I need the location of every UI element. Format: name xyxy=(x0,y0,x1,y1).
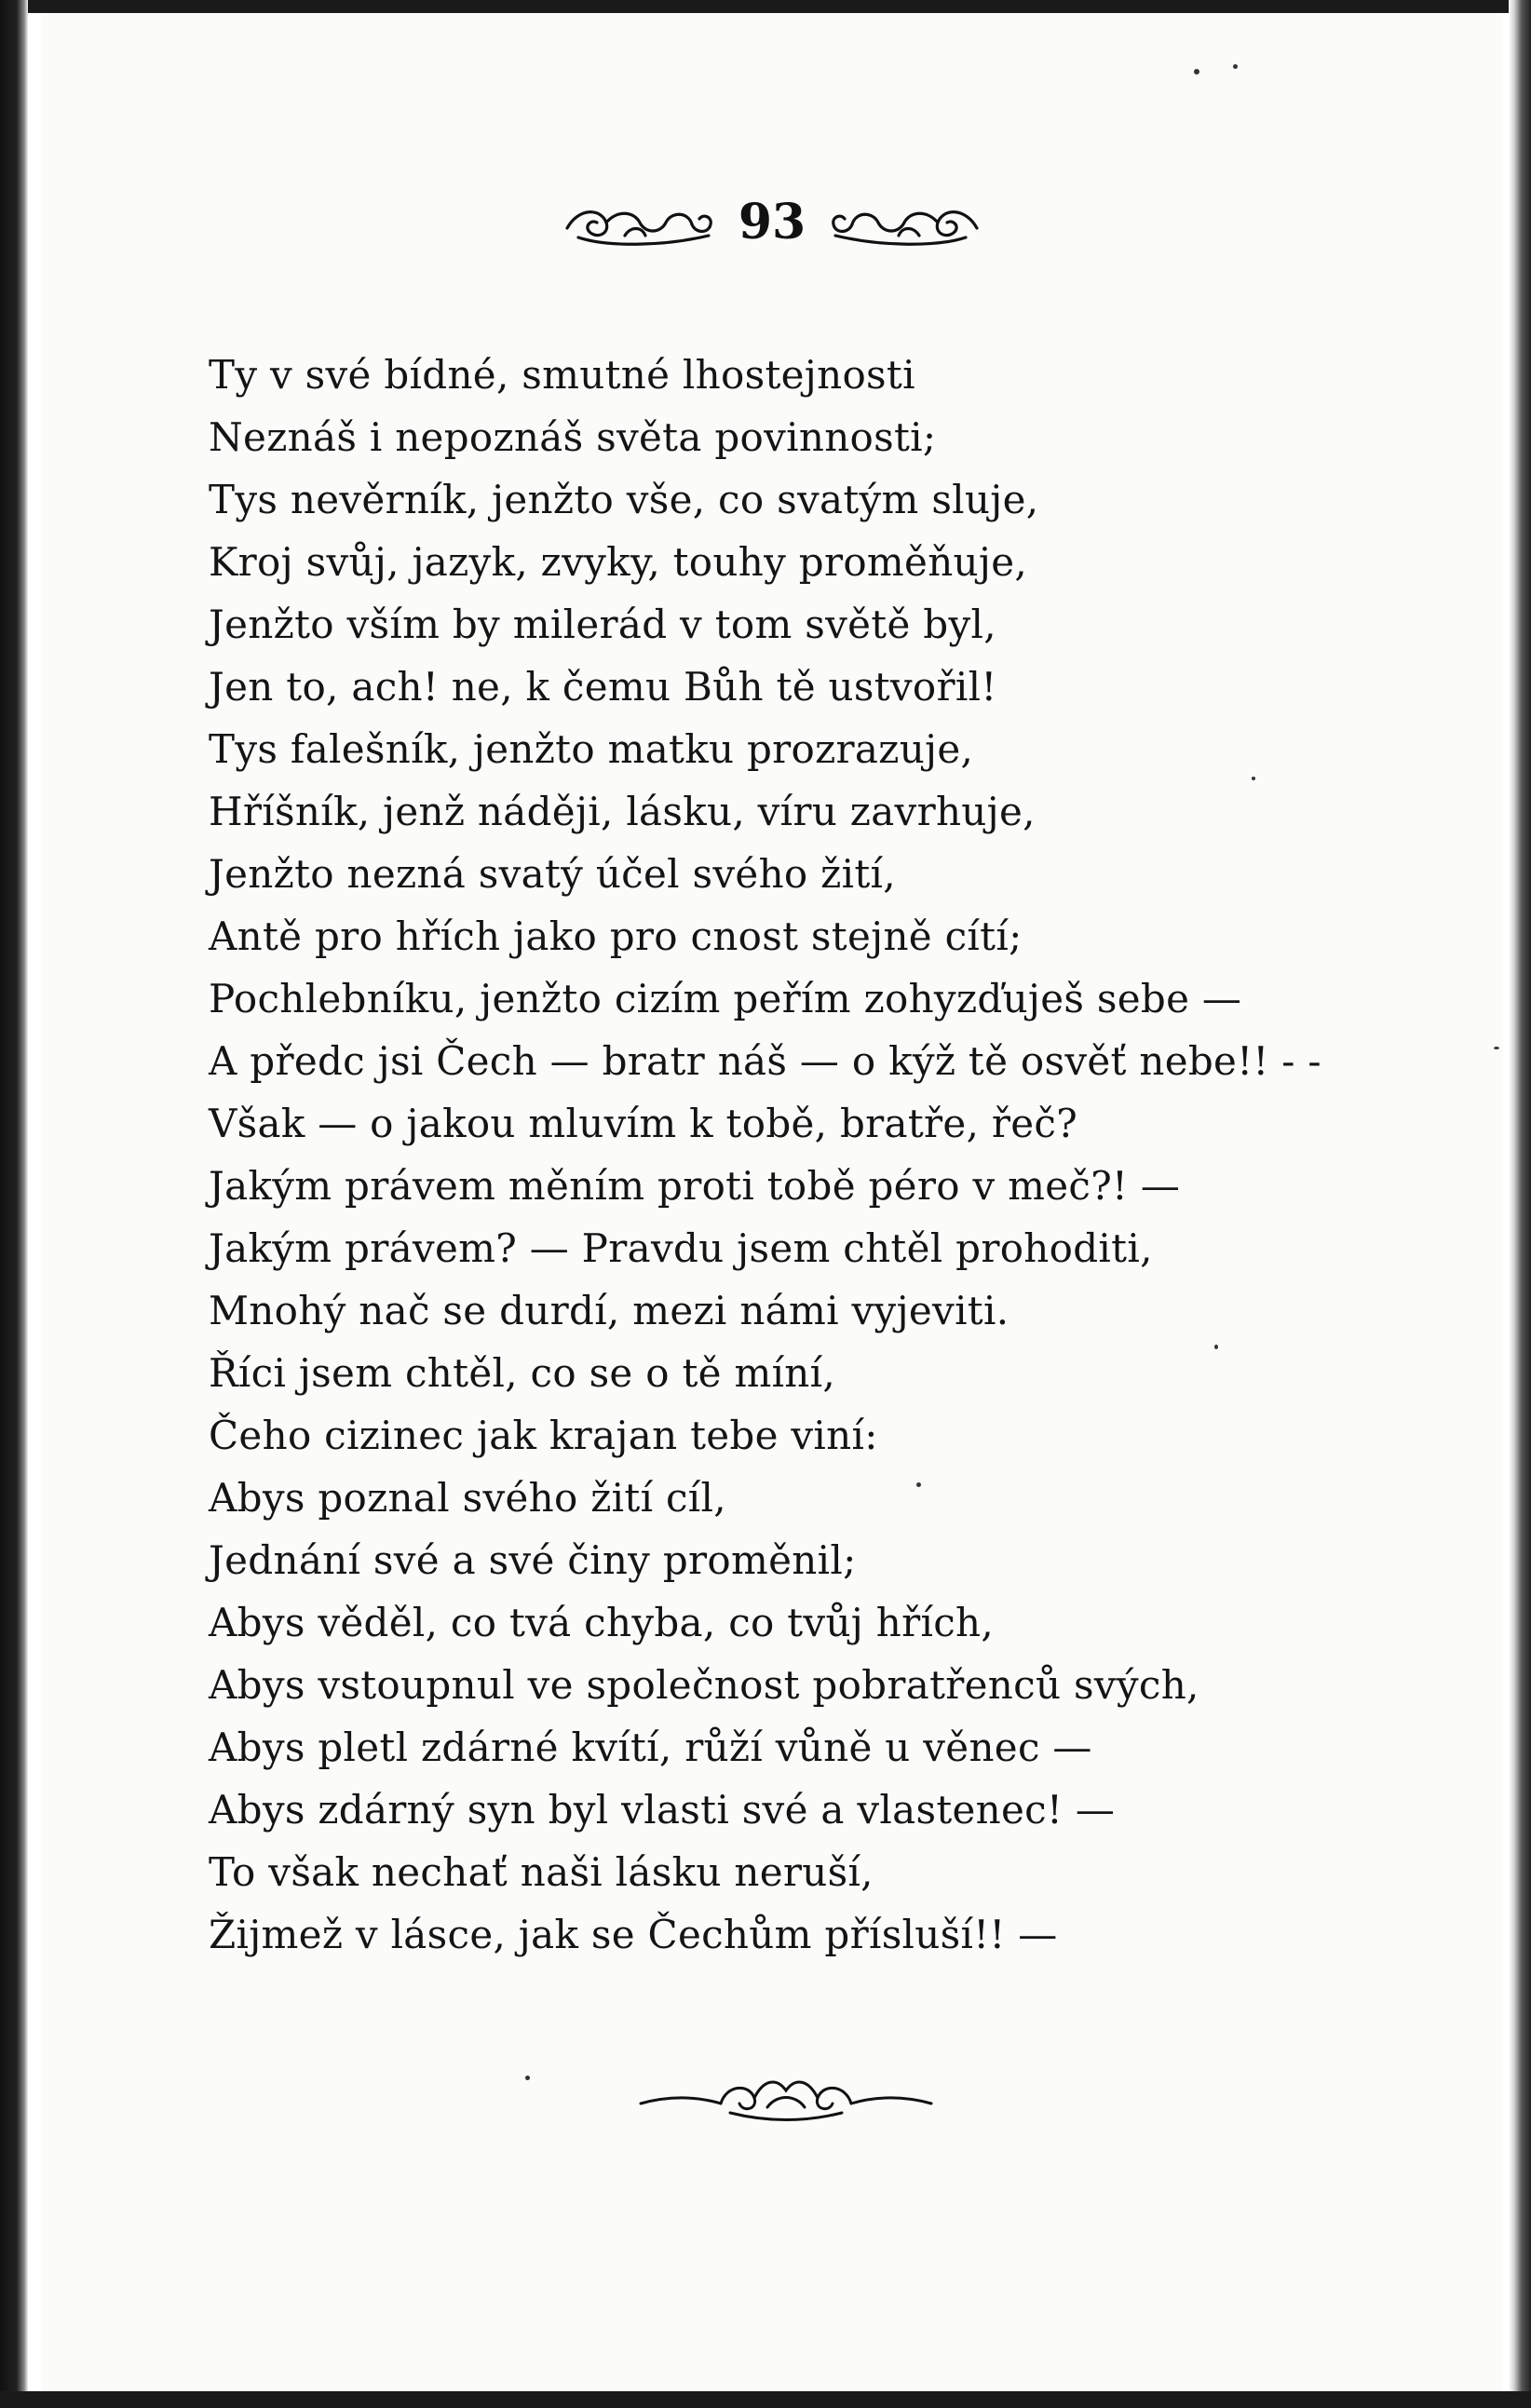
poem-line: Jenžto nezná svatý účel svého žití, xyxy=(209,851,896,897)
floral-scroll-right-icon xyxy=(826,195,984,250)
scan-speck xyxy=(525,2076,530,2080)
poem-line: Hříšník, jenž náději, lásku, víru zavrhuje, xyxy=(209,789,1036,834)
scan-speck xyxy=(1233,64,1238,69)
scan-border-bottom xyxy=(0,2391,1531,2408)
poem-line: Abys poznal svého žití cíl, xyxy=(209,1475,726,1521)
poem-line: Žijmež v lásce, jak se Čechům přísluší!! — xyxy=(209,1912,1058,1957)
poem-line: Jen to, ach! ne, k čemu Bůh tě ustvořil! xyxy=(209,664,997,710)
poem-line: Říci jsem chtěl, co se o tě míní, xyxy=(209,1350,836,1396)
scan-border-top xyxy=(0,0,1531,13)
poem-text xyxy=(209,344,1419,1966)
poem-line: Čeho cizinec jak krajan tebe viní: xyxy=(209,1413,878,1458)
poem-line: Jenžto vším by milerád v tom světě byl, xyxy=(209,602,996,647)
scan-speck xyxy=(1494,1047,1499,1049)
poem-line: A předc jsi Čech — bratr náš — o kýž tě osvěť nebe!! - - xyxy=(209,1038,1321,1084)
poem-line: Abys věděl, co tvá chyba, co tvůj hřích, xyxy=(209,1600,995,1645)
page-number: 93 xyxy=(738,194,806,250)
running-head xyxy=(41,181,1503,264)
poem-line: Antě pro hřích jako pro cnost stejně cítí; xyxy=(209,913,1023,959)
scan-speck xyxy=(916,1482,921,1487)
poem-line: Mnohý nač se durdí, mezi námi vyjeviti. xyxy=(209,1288,1009,1333)
poem-line: Ty v své bídné, smutné lhostejnosti xyxy=(209,352,915,398)
poem-line: Kroj svůj, jazyk, zvyky, touhy proměňuje, xyxy=(209,539,1028,585)
poem-line: To však nechať naši lásku neruší, xyxy=(209,1849,874,1895)
scan-border-right xyxy=(1509,0,1531,2408)
poem-line: Jakým právem měním proti tobě péro v meč?! — xyxy=(209,1163,1181,1209)
floral-tailpiece-icon xyxy=(637,2066,935,2136)
scan-speck xyxy=(1194,69,1199,74)
poem-line: Neznáš i nepoznáš světa povinnosti; xyxy=(209,414,937,460)
poem-line: Jakým právem? — Pravdu jsem chtěl prohoditi, xyxy=(209,1225,1153,1271)
poem-line: Abys pletl zdárné kvítí, růží vůně u věnec — xyxy=(209,1725,1092,1770)
scan-border-left xyxy=(0,0,28,2408)
scan-speck xyxy=(1214,1345,1218,1349)
poem-line: Tys nevěrník, jenžto vše, co svatým sluje, xyxy=(209,477,1039,522)
poem-line: Abys zdárný syn byl vlasti své a vlastenec! — xyxy=(209,1787,1116,1833)
floral-scroll-left-icon xyxy=(560,195,718,250)
poem-line: Pochlebníku, jenžto cizím peřím zohyzďuješ sebe — xyxy=(209,976,1242,1021)
poem-line: Však — o jakou mluvím k tobě, bratře, řeč? xyxy=(209,1101,1078,1146)
scan-speck xyxy=(1252,777,1255,780)
poem-line: Tys falešník, jenžto matku prozrazuje, xyxy=(209,726,974,772)
poem-line: Jednání své a své činy proměnil; xyxy=(209,1537,857,1583)
poem-line: Abys vstoupnul ve společnost pobratřenců svých, xyxy=(209,1662,1199,1708)
book-page xyxy=(41,13,1503,2391)
